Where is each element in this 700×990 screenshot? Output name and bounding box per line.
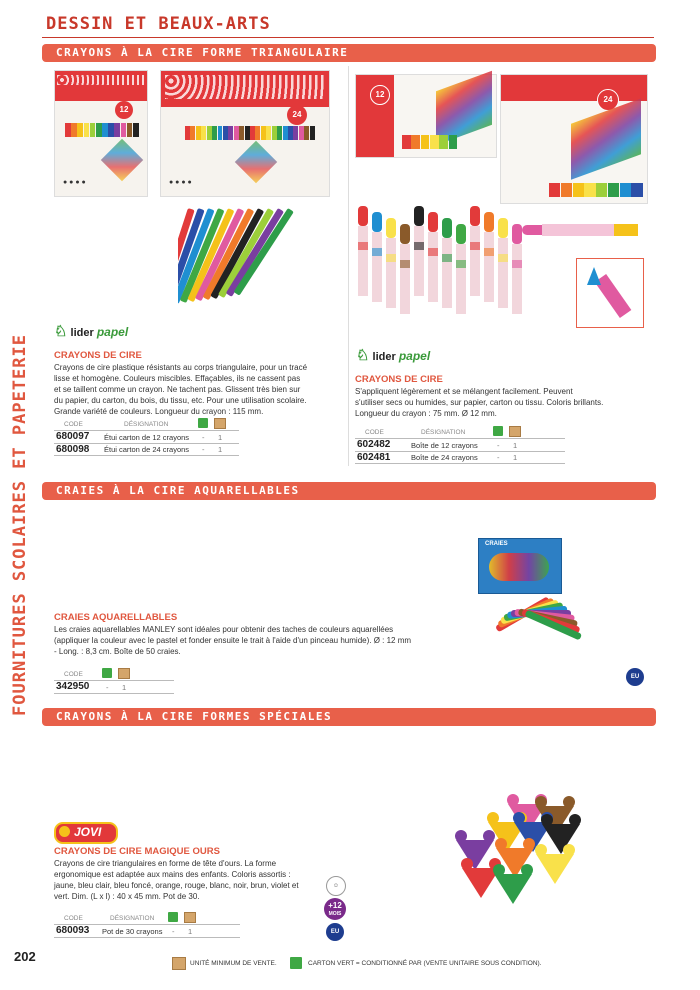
product3-title: CRAIES AQUARELLABLES xyxy=(54,612,178,623)
sidebar-text: FOURNITURES SCOLAIRES ET PAPETERIE xyxy=(10,334,30,716)
section-band-1 xyxy=(42,44,656,62)
crayon-swatch xyxy=(266,126,271,140)
crayon-stick xyxy=(512,224,522,314)
product4-table: CODE DÉSIGNATION 680093 Pot de 30 crayons - 1 xyxy=(54,912,240,938)
crayon-swatch xyxy=(272,126,277,140)
crayon-stick xyxy=(400,224,410,314)
box-count-badge: 24 xyxy=(287,105,307,125)
crayon-swatch xyxy=(596,183,607,197)
crayon-swatch xyxy=(293,126,298,140)
green-carton-icon xyxy=(168,912,178,922)
crayon-swatch xyxy=(402,135,411,149)
carton-box-icon xyxy=(172,957,186,970)
carton-box-icon xyxy=(509,426,521,437)
sidebar-section-label xyxy=(2,334,38,716)
table-row: 602482 Boîte de 12 crayons - 1 xyxy=(355,438,565,451)
page-number: 202 xyxy=(14,949,36,964)
crayon-stick xyxy=(484,212,494,302)
table-row: 680098 Étui carton de 24 crayons - 1 xyxy=(54,443,239,457)
product2-box-24 xyxy=(500,74,648,204)
crayon-swatch xyxy=(96,123,102,137)
crayon-swatch xyxy=(584,183,595,197)
table-row: 680093 Pot de 30 crayons - 1 xyxy=(54,924,240,938)
crayon-swatch xyxy=(234,126,239,140)
safety-icon: ☺ xyxy=(326,876,346,896)
section-title-2: CRAIES À LA CIRE AQUARELLABLES xyxy=(56,484,300,497)
product1-table: CODE DÉSIGNATION 680097 Étui carton de 12 crayons - 1 680098 Étui carton de 24 crayons - 1 xyxy=(54,418,239,456)
crayon-swatch xyxy=(283,126,288,140)
crayon-swatch xyxy=(114,123,120,137)
jovi-circle-icon xyxy=(59,826,70,837)
crayon-stick xyxy=(358,206,368,296)
crayon-swatch xyxy=(561,183,572,197)
crayon-swatch xyxy=(71,123,77,137)
section-band-2 xyxy=(42,482,656,500)
crayon-stick xyxy=(372,212,382,302)
crayon-stick xyxy=(386,218,396,308)
product2-title: CRAYONS DE CIRE xyxy=(355,374,443,385)
crayon-swatch xyxy=(304,126,309,140)
carton-box-icon xyxy=(118,668,130,679)
jovi-logo: JOVI xyxy=(54,822,118,844)
crayon-swatch xyxy=(108,123,114,137)
crayon-swatch xyxy=(190,126,195,140)
crayon-swatch xyxy=(228,126,233,140)
green-carton-icon xyxy=(198,418,208,428)
lider-papel-logo-2: ♘ lider papel xyxy=(356,347,431,364)
crayon-stick xyxy=(442,218,452,308)
product1-description: Crayons de cire plastique résistants au corps triangulaire, pour un tracé lisse et homogène. Couleurs miscibles. Effaçables, ils ne cassent pas et se taillent comme un crayon. Ne tachent pas. Glissent très bien sur du papier, du carton, du bois, du tissu, etc. Pour une utilisation scolaire. Grande variété de couleurs. Longueur du crayon : 115 mm. xyxy=(54,363,308,416)
crayon-swatch xyxy=(84,123,90,137)
column-divider xyxy=(348,66,349,466)
crayon-swatch xyxy=(620,183,631,197)
crayon-swatch xyxy=(90,123,96,137)
crayon-swatch xyxy=(421,135,430,149)
eu-badge: EU xyxy=(326,923,344,941)
crayon-swatch xyxy=(277,126,282,140)
product2-crayons-image xyxy=(352,196,532,326)
crayon-swatch xyxy=(196,126,201,140)
eu-badge: EU xyxy=(626,668,644,686)
crayon-swatch xyxy=(201,126,206,140)
crayon-swatch xyxy=(411,135,420,149)
carton-box-icon xyxy=(214,418,226,429)
product3-chalks-image xyxy=(436,590,612,646)
green-carton-icon xyxy=(290,957,302,969)
crayon-swatch xyxy=(449,135,458,149)
crayon-swatch xyxy=(549,183,560,197)
table-row: 342950 - 1 xyxy=(54,680,174,694)
crayon-swatch xyxy=(255,126,260,140)
crayon-swatch xyxy=(608,183,619,197)
crayon-stick xyxy=(428,212,438,302)
box-count-badge: 12 xyxy=(370,85,390,105)
footer-carton-label: CARTON VERT = CONDITIONNÉ PAR (VENTE UNITAIRE SOUS CONDITION). xyxy=(308,960,542,967)
crayon-swatch xyxy=(65,123,71,137)
product1-box-12: 12 ● ● ● ● xyxy=(54,70,148,197)
crayon-swatch xyxy=(133,123,139,137)
crayon-swatch xyxy=(185,126,190,140)
leaf-icon: ♘ xyxy=(356,347,370,364)
box-count-badge: 12 xyxy=(115,101,133,119)
box-count-badge: 24 xyxy=(597,89,619,111)
crayon-swatch xyxy=(430,135,439,149)
crayon-swatch xyxy=(299,126,304,140)
section-title-1: CRAYONS À LA CIRE FORME TRIANGULAIRE xyxy=(56,46,349,59)
carton-box-icon xyxy=(184,912,196,923)
crayon-swatch xyxy=(223,126,228,140)
product3-table: CODE 342950 - 1 xyxy=(54,668,174,694)
product2-box-12 xyxy=(355,74,497,158)
crayon-swatch xyxy=(261,126,266,140)
product3-box-image: CRAIES xyxy=(478,538,562,594)
lider-papel-logo-1: ♘ lider papel xyxy=(54,323,129,340)
product1-crayons-image xyxy=(178,198,318,348)
crayon-swatch xyxy=(102,123,108,137)
product2-table: CODE DÉSIGNATION 602482 Boîte de 12 crayons - 1 602481 Boîte de 24 crayons - 1 xyxy=(355,426,565,464)
crayon-swatch xyxy=(127,123,133,137)
product2-description: S'appliquent légèrement et se mélangent facilement. Peuvent s'utiliser secs ou humides, sur papier, carton ou tissu. Coloris brillants. Longueur du crayon : 75 mm. Ø 12 mm. xyxy=(355,387,604,418)
bear-crayon xyxy=(461,858,501,898)
section-title-3: CRAYONS À LA CIRE FORMES SPÉCIALES xyxy=(56,710,333,723)
table-row: 680097 Étui carton de 12 crayons - 1 xyxy=(54,430,239,443)
table-row: 602481 Boîte de 24 crayons - 1 xyxy=(355,451,565,465)
crayon-stick xyxy=(470,206,480,296)
crayon-stick xyxy=(498,218,508,308)
crayon-swatch xyxy=(250,126,255,140)
green-carton-icon xyxy=(102,668,112,678)
crayon-swatch xyxy=(218,126,223,140)
age-badge: +12 MOIS xyxy=(324,898,346,920)
product3-description: Les craies aquarellables MANLEY sont idéales pour obtenir des taches de couleurs aquarellées (appliquer la couleur avec le pastel et fonder ensuite le trait à l'aide d'un pinceau humide). Ø : 12 mm - Long. : 8,3 cm. Boîte de 50 craies. xyxy=(54,625,412,656)
product1-box-24: 24 ● ● ● ● xyxy=(160,70,330,197)
bear-crayon xyxy=(535,844,575,884)
product4-title: CRAYONS DE CIRE MAGIQUE OURS xyxy=(54,846,220,857)
crayon-swatch xyxy=(239,126,244,140)
green-carton-icon xyxy=(493,426,503,436)
product4-description: Crayons de cire triangulaires en forme de tête d'ours. La forme ergonomique est adaptée aux mains des enfants. Coloris assortis : jaune, bleu clair, bleu foncé, orange, rouge, blanc, noir, brun, violet et vert. Dim. (L x l) : 40 x 45 mm. Pot de 30. xyxy=(54,859,299,901)
leaf-icon: ♘ xyxy=(54,323,68,340)
title-divider xyxy=(42,37,654,38)
crayon-swatch xyxy=(207,126,212,140)
crayon-swatch xyxy=(121,123,127,137)
product2-detail-image xyxy=(576,258,644,328)
crayon-swatch xyxy=(212,126,217,140)
product2-crayon-sticker xyxy=(522,222,642,238)
section-band-3 xyxy=(42,708,656,726)
crayon-swatch xyxy=(288,126,293,140)
crayon-swatch xyxy=(573,183,584,197)
footer-unit-label: UNITÉ MINIMUM DE VENTE. xyxy=(190,960,277,967)
product4-bear-crayons-image xyxy=(452,794,582,906)
crayon-stick xyxy=(414,206,424,296)
crayon-swatch xyxy=(77,123,83,137)
crayon-swatch xyxy=(245,126,250,140)
crayon-swatch xyxy=(631,183,642,197)
crayon-stick xyxy=(456,224,466,314)
crayon-swatch xyxy=(310,126,315,140)
crayon-swatch xyxy=(439,135,448,149)
page-title: DESSIN ET BEAUX-ARTS xyxy=(42,14,275,34)
product1-title: CRAYONS DE CIRE xyxy=(54,350,142,361)
